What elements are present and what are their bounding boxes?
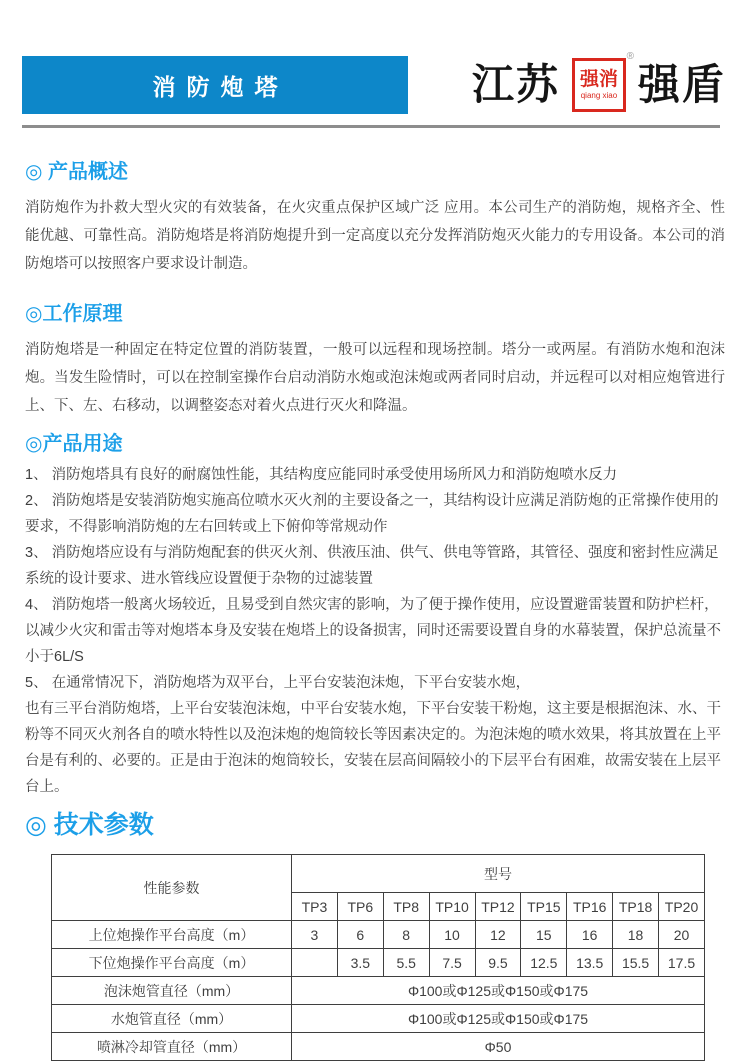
usage-item: 也有三平台消防炮塔，上平台安装泡沫炮，中平台安装水炮，下平台安装干粉炮，这主要是根据泡沫、水、干粉等不同灭火剂各自的喷水特性以及泡沫炮的炮筒较长等因素决定的。为泡沫炮的喷水效果，将其放置在上平台是有利的、必要的。正是由于泡沫的炮筒较长，安装在层高间隔较小的下层平台有困难，故需安装在上层平台上。 <box>25 701 721 795</box>
table-cell: 12.5 <box>521 949 567 977</box>
usage-item: 4、 消防炮塔一般离火场较近，且易受到自然灾害的影响，为了便于操作使用，应设置避雷装置和防护栏杆， <box>25 597 719 613</box>
table-cell: 17.5 <box>659 949 705 977</box>
model-header: TP12 <box>475 893 521 921</box>
usage-item: 5、 在通常情况下，消防炮塔为双平台，上平台安装泡沫炮，下平台安装水炮， <box>25 675 531 691</box>
table-cell: 9.5 <box>475 949 521 977</box>
section-heading-usage <box>25 432 725 456</box>
section-title-usage: 产品用途 <box>42 433 123 455</box>
row-label: 上位炮操作平台高度（m） <box>52 921 292 949</box>
product-title: 消防炮塔 <box>152 73 289 100</box>
table-cell-span: Φ100或Φ125或Φ150或Φ175 <box>292 977 705 1005</box>
table-cell: 15 <box>521 921 567 949</box>
product-title-bar <box>22 56 408 114</box>
specs-table <box>51 854 705 1061</box>
table-cell <box>292 949 338 977</box>
section-heading-principle <box>25 302 725 326</box>
table-cell: 8 <box>383 921 429 949</box>
model-header: TP16 <box>567 893 613 921</box>
model-header: TP20 <box>659 893 705 921</box>
model-header: TP8 <box>383 893 429 921</box>
section-marker-icon: ◎ <box>25 433 43 455</box>
table-cell: 15.5 <box>613 949 659 977</box>
model-header: TP6 <box>337 893 383 921</box>
section-title-principle: 工作原理 <box>42 303 123 325</box>
table-cell: 16 <box>567 921 613 949</box>
usage-item: 以减少火灾和雷击等对炮塔本身及安装在炮塔上的设备损害，同时还需要设置自身的水幕装置，保护总流量不小于6L/S <box>25 623 721 665</box>
table-cell: 10 <box>429 921 475 949</box>
row-label: 喷淋冷却管直径（mm） <box>52 1033 292 1061</box>
specs-group-header: 型号 <box>292 855 705 893</box>
row-label: 泡沫炮管直径（mm） <box>52 977 292 1005</box>
row-label: 水炮管直径（mm） <box>52 1005 292 1033</box>
usage-list <box>25 462 725 800</box>
table-cell-span: Φ50 <box>292 1033 705 1061</box>
table-cell: 13.5 <box>567 949 613 977</box>
model-header: TP10 <box>429 893 475 921</box>
table-cell: 3.5 <box>337 949 383 977</box>
table-cell: 12 <box>475 921 521 949</box>
model-header: TP3 <box>292 893 338 921</box>
overview-paragraph: 消防炮作为扑救大型火灾的有效装备，在火灾重点保护区域广泛 应用。本公司生产的消防炮，规格齐全、性能优越、可靠性高。消防炮塔是将消防炮提升到一定高度以充分发挥消防炮灭火能力的专用设备。本公司的消防炮塔可以按照客户要求设计制造。 <box>25 200 725 272</box>
section-title-overview: 产品概述 <box>42 161 129 183</box>
page-header <box>22 51 728 114</box>
table-cell: 20 <box>659 921 705 949</box>
section-marker-icon: ◎ <box>25 161 43 183</box>
brand-seal-pinyin: qiang xiao <box>580 90 618 100</box>
specs-corner-label: 性能参数 <box>52 855 292 921</box>
section-marker-icon: ◎ <box>25 811 47 839</box>
brand-logo <box>471 51 728 112</box>
usage-item: 3、 消防炮塔应设有与消防炮配套的供灭火剂、供液压油、供气、供电等管路，其管径、强度和密封性应满足系统的设计要求、进水管线应设置便于杂物的过滤装置 <box>25 545 719 587</box>
page-content <box>25 153 725 1061</box>
section-title-specs: 技术参数 <box>46 811 154 839</box>
principle-paragraph: 消防炮塔是一种固定在特定位置的消防装置，一般可以远程和现场控制。塔分一或两屋。有消防水炮和泡沫炮。当发生险情时，可以在控制室操作台启动消防水炮或泡沫炮或两者同时启动，并远程可以对相应炮管进行上、下、左、右移动，以调整姿态对着火点进行灭火和降温。 <box>25 342 725 414</box>
brand-seal-main: 强消 <box>579 68 618 90</box>
table-cell: 7.5 <box>429 949 475 977</box>
table-cell-span: Φ100或Φ125或Φ150或Φ175 <box>292 1005 705 1033</box>
usage-item: 1、 消防炮塔具有良好的耐腐蚀性能，其结构度应能同时承受使用场所风力和消防炮喷水反力 <box>25 467 618 483</box>
section-marker-icon: ◎ <box>25 303 43 325</box>
registered-trademark-icon: ® <box>626 51 634 62</box>
model-header: TP18 <box>613 893 659 921</box>
row-label: 下位炮操作平台高度（m） <box>52 949 292 977</box>
brand-seal-icon <box>572 51 634 112</box>
section-heading-specs <box>25 810 725 840</box>
section-heading-overview <box>25 160 725 184</box>
model-header: TP15 <box>521 893 567 921</box>
header-divider <box>22 125 720 128</box>
table-cell: 5.5 <box>383 949 429 977</box>
brand-region: 江苏 <box>471 61 560 108</box>
table-cell: 3 <box>292 921 338 949</box>
usage-item: 2、 消防炮塔是安装消防炮实施高位喷水灭火剂的主要设备之一，其结构设计应满足消防炮的正常操作使用的要求，不得影响消防炮的左右回转或上下俯仰等常规动作 <box>25 493 719 535</box>
table-cell: 18 <box>613 921 659 949</box>
table-cell: 6 <box>337 921 383 949</box>
brand-name: 强盾 <box>637 61 726 108</box>
